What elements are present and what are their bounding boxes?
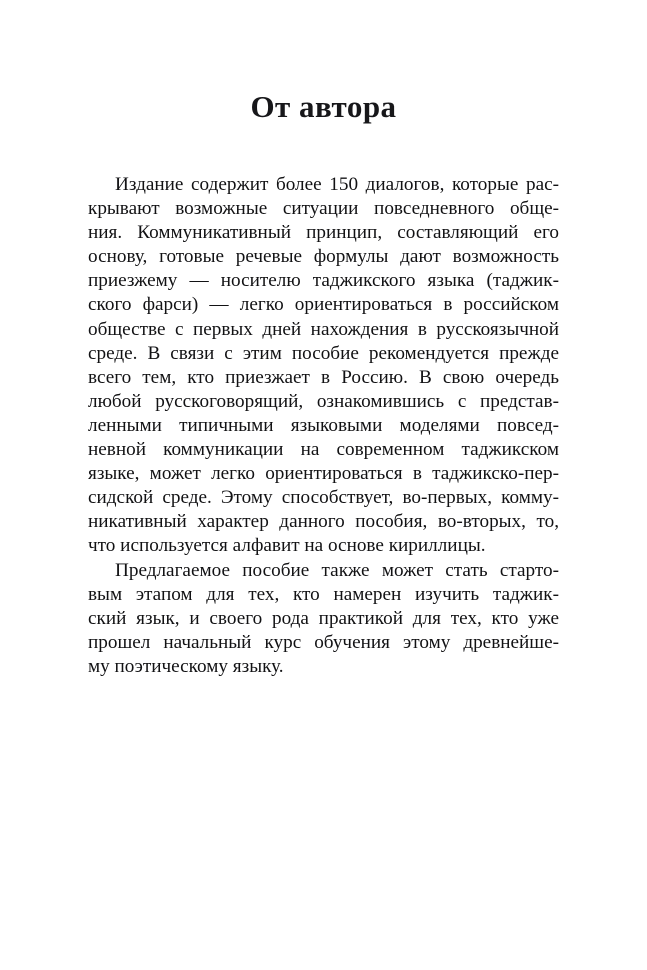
text-line: вым этапом для тех, кто намерен изучить таджик- xyxy=(88,583,559,605)
paragraph-1 xyxy=(88,173,559,559)
text-line: Издание содержит более 150 диалогов, которые рас- xyxy=(115,174,559,195)
text-line: ский язык, и своего рода практикой для тех, кто уже xyxy=(88,607,559,629)
text-line: всего тем, кто приезжает в Россию. В свою очередь xyxy=(88,366,559,388)
text-line: крывают возможные ситуации повседневного обще- xyxy=(88,198,559,220)
text-line: ского фарси) — легко ориентироваться в российском xyxy=(88,294,559,316)
text-line: прошел начальный курс обучения этому древнейше- xyxy=(88,631,559,653)
text-line: приезжему — носителю таджикского языка (таджик- xyxy=(88,270,559,292)
text-line: никативный характер данного пособия, во-вторых, то, xyxy=(88,511,559,533)
page-title: От автора xyxy=(250,88,397,124)
text-line: среде. В связи с этим пособие рекомендуется прежде xyxy=(88,342,559,364)
text-line: любой русскоговорящий, ознакомившись с представ- xyxy=(88,390,559,412)
text-line: сидской среде. Этому способствует, во-первых, комму- xyxy=(88,487,559,509)
text-line: основу, готовые речевые формулы дают возможность xyxy=(88,246,559,268)
text-line: ния. Коммуникативный принцип, составляющий его xyxy=(88,222,559,244)
text-line: Предлагаемое пособие также может стать старто- xyxy=(115,559,559,581)
text-line: обществе с первых дней нахождения в русскоязычной xyxy=(88,318,559,340)
text-line: му поэтическому языку. xyxy=(88,655,284,677)
text-line: ленными типичными языковыми моделями повсед- xyxy=(88,414,559,436)
text-line: что используется алфавит на основе кириллицы. xyxy=(88,535,486,557)
paragraph-2 xyxy=(88,559,559,679)
text-line: невной коммуникации на современном таджикском xyxy=(88,439,559,461)
text-line: языке, может легко ориентироваться в таджикско-пер- xyxy=(88,463,559,485)
body-text-column xyxy=(88,173,559,679)
